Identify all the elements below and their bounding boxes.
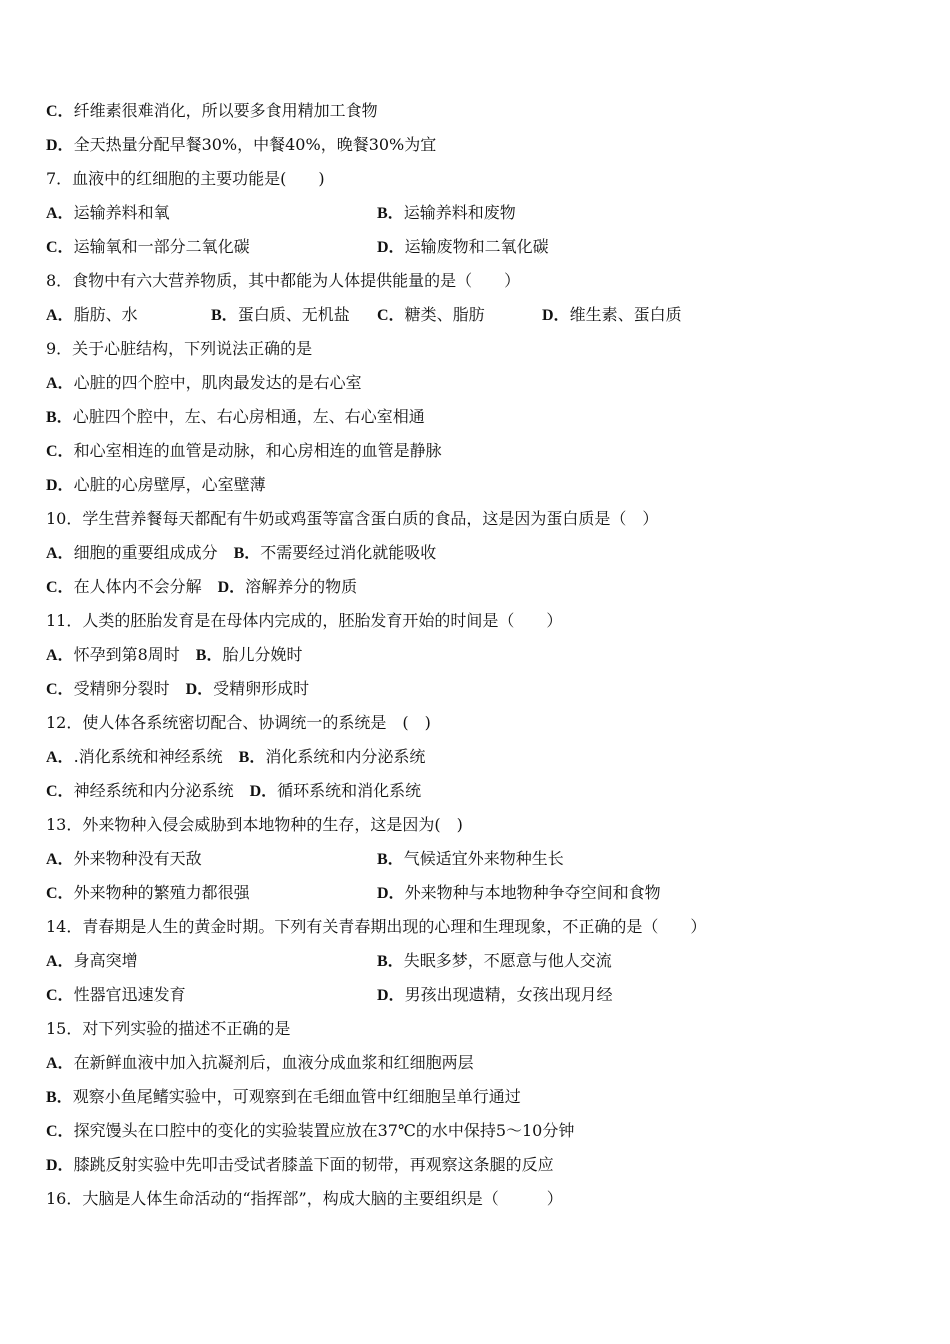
option-b: B．观察小鱼尾鳍实验中，可观察到在毛细血管中红细胞呈单行通过 (46, 1087, 521, 1106)
question-13-options-cd (46, 882, 906, 904)
question-12: 12．使人体各系统密切配合、协调统一的系统是 ( ) (46, 713, 431, 732)
question-11-options-ab: A．怀孕到第8周时 B．胎儿分娩时 (46, 645, 303, 664)
question-7-options-ab (46, 202, 906, 224)
question-8: 8．食物中有六大营养物质，其中都能为人体提供能量的是（ ） (46, 271, 521, 290)
question-13-options-ab (46, 848, 906, 870)
option-a: A．心脏的四个腔中，肌肉最发达的是右心室 (46, 373, 362, 392)
option-c-fiber (46, 100, 378, 122)
option-d-calories (46, 134, 436, 156)
question-14: 14．青春期是人生的黄金时期。下列有关青春期出现的心理和生理现象，不正确的是（ ） (46, 917, 707, 936)
option-c: C．性器官迅速发育 (46, 985, 186, 1004)
question-10: 10．学生营养餐每天都配有牛奶或鸡蛋等富含蛋白质的食品，这是因为蛋白质是（ ） (46, 509, 659, 528)
question-11: 11．人类的胚胎发育是在母体内完成的，胚胎发育开始的时间是（ ） (46, 611, 563, 630)
option-c: C．外来物种的繁殖力都很强 (46, 883, 250, 902)
option-label: D． (46, 137, 74, 154)
option-d: D．运输废物和二氧化碳 (377, 237, 549, 256)
option-text: 全天热量分配早餐30%，中餐40%，晚餐30%为宜 (73, 135, 437, 154)
question-8-options (46, 304, 906, 326)
question-9: 9．关于心脏结构，下列说法正确的是 (46, 339, 313, 358)
question-12-options-cd: C．神经系统和内分泌系统 D．循环系统和消化系统 (46, 781, 422, 800)
option-d: D．膝跳反射实验中先叩击受试者膝盖下面的韧带，再观察这条腿的反应 (46, 1155, 554, 1174)
option-c: C．运输氧和一部分二氧化碳 (46, 237, 250, 256)
question-12-options-ab: A．.消化系统和神经系统 B．消化系统和内分泌系统 (46, 747, 426, 766)
option-d: D．维生素、蛋白质 (542, 305, 682, 324)
question-11-options-cd: C．受精卵分裂时 D．受精卵形成时 (46, 679, 310, 698)
option-b: B．失眠多梦，不愿意与他人交流 (377, 951, 612, 970)
option-d: D．男孩出现遗精，女孩出现月经 (377, 985, 613, 1004)
option-d: D．心脏的心房壁厚，心室壁薄 (46, 475, 266, 494)
option-b: B．运输养料和废物 (377, 203, 516, 222)
question-15: 15．对下列实验的描述不正确的是 (46, 1019, 291, 1038)
option-a: A．外来物种没有天敌 (46, 849, 202, 868)
question-16: 16．大脑是人体生命活动的“指挥部”，构成大脑的主要组织是（ ） (46, 1189, 563, 1208)
option-a: A．在新鲜血液中加入抗凝剂后，血液分成血浆和红细胞两层 (46, 1053, 474, 1072)
option-d-label: D． (217, 579, 246, 596)
option-a: A．身高突增 (46, 951, 138, 970)
option-c: C．探究馒头在口腔中的变化的实验装置应放在37℃的水中保持5～10分钟 (46, 1121, 575, 1140)
option-d: D．外来物种与本地物种争夺空间和食物 (377, 883, 661, 902)
option-b: B．蛋白质、无机盐 (211, 305, 350, 324)
option-c: C．糖类、脂肪 (377, 305, 485, 324)
option-c-label: C． (46, 579, 74, 596)
question-10-options-cd: C．在人体内不会分解 D．溶解养分的物质 (46, 577, 358, 596)
option-a: A．运输养料和氧 (46, 203, 170, 222)
option-c: C．和心室相连的血管是动脉，和心房相连的血管是静脉 (46, 441, 442, 460)
question-7-options-cd (46, 236, 906, 258)
option-label: C． (46, 103, 74, 120)
question-7: 7．血液中的红细胞的主要功能是( ) (46, 169, 325, 188)
option-b-label: B． (233, 545, 261, 562)
option-a: A．脂肪、水 (46, 305, 138, 324)
option-text: 纤维素很难消化，所以要多食用精加工食物 (73, 101, 378, 120)
question-14-options-cd (46, 984, 906, 1006)
question-13: 13．外来物种入侵会威胁到本地物种的生存，这是因为( ) (46, 815, 463, 834)
question-10-options-ab: A．细胞的重要组成成分 B．不需要经过消化就能吸收 (46, 543, 437, 562)
option-b: B．气候适宜外来物种生长 (377, 849, 564, 868)
option-b: B．心脏四个腔中，左、右心房相通，左、右心室相通 (46, 407, 425, 426)
option-a-label: A． (46, 545, 74, 562)
question-14-options-ab (46, 950, 906, 972)
